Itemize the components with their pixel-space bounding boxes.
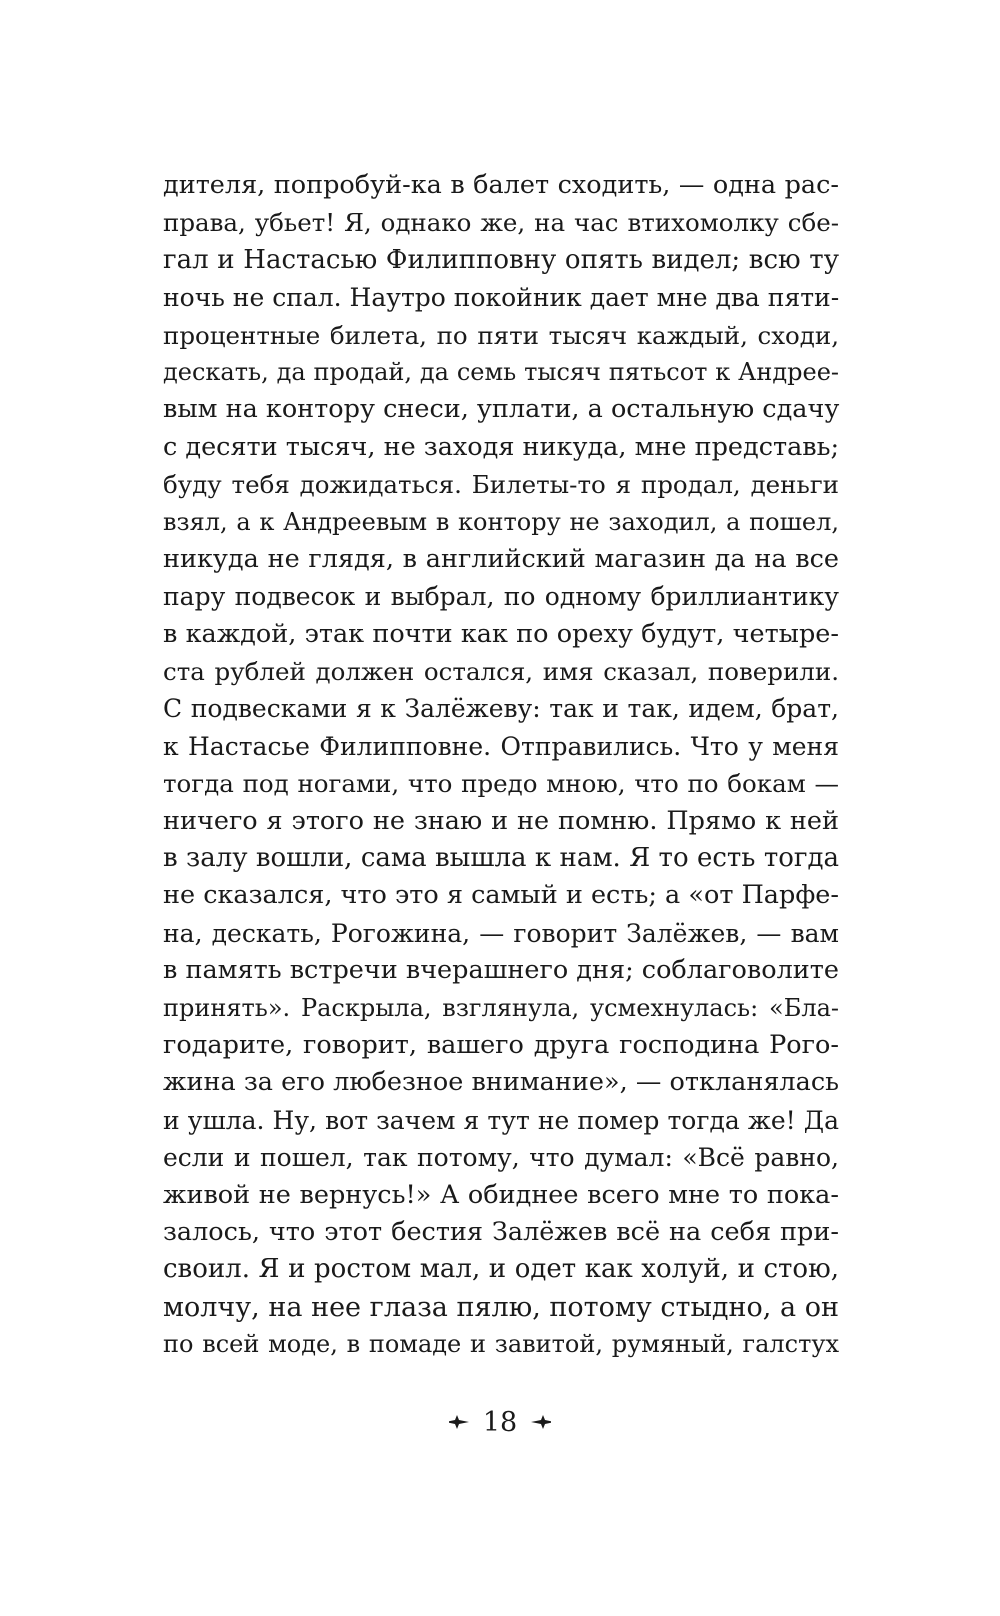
- page-footer: [0, 1400, 1000, 1444]
- text-line: пару подвесок и выбрал, по одному бриллиантику: [163, 582, 839, 612]
- text-line: принять». Раскрыла, взглянула, усмехнулась: «Бла-: [163, 993, 839, 1022]
- text-line: годарите, говорит, вашего друга господина Рого-: [163, 1029, 839, 1060]
- text-line: и ушла. Ну, вот зачем я тут не помер тогда же! Да: [163, 1105, 839, 1135]
- text-line: своил. Я и ростом мал, и одет как холуй, и стою,: [163, 1254, 839, 1285]
- text-line: на, дескать, Рогожина, — говорит Залёжев, — вам: [163, 918, 839, 948]
- text-line: ничего я этого не знаю и не помню. Прямо к ней: [163, 805, 839, 836]
- text-line: ста рублей должен остался, имя сказал, поверили.: [163, 657, 839, 687]
- text-line: ночь не спал. Наутро покойник дает мне два пяти-: [163, 283, 840, 313]
- text-line: жина за его любезное внимание», — откланялась: [163, 1067, 839, 1098]
- text-line: по всей моде, в помаде и завитой, румяный, галстух: [163, 1330, 839, 1359]
- text-line: с десяти тысяч, не заходя никуда, мне представь;: [163, 431, 840, 462]
- four-point-star-icon: [527, 1415, 551, 1429]
- body-text: [163, 167, 839, 1364]
- text-line: в память встречи вчерашнего дня; соблаговолите: [163, 955, 839, 986]
- four-point-star-icon: [449, 1415, 473, 1429]
- text-line: процентные билета, по пяти тысяч каждый, сходи,: [163, 320, 839, 350]
- text-line: дескать, да продай, да семь тысяч пятьсот к Андрее-: [163, 357, 839, 386]
- text-line: права, убьет! Я, однако же, на час втихомолку сбе-: [163, 208, 839, 238]
- text-line: вым на контору снеси, уплати, а остальную сдачу: [163, 394, 840, 425]
- text-line: в каждой, этак почти как по ореху будут, четыре-: [163, 618, 839, 649]
- text-line: если и пошел, так потому, что думал: «Всё равно,: [163, 1143, 839, 1173]
- text-line: залось, что этот бестия Залёжев всё на себя при-: [163, 1216, 839, 1247]
- text-line: молчу, на нее глаза пялю, потому стыдно, а он: [163, 1291, 839, 1323]
- text-line: к Настасье Филипповне. Отправились. Что у меня: [163, 731, 839, 761]
- text-line: буду тебя дожидаться. Билеты-то я продал, деньги: [163, 470, 839, 500]
- text-line: дителя, попробуй-ка в балет сходить, — одна рас-: [163, 170, 839, 200]
- page-number: 18: [482, 1406, 518, 1438]
- text-line: не сказался, что это я самый и есть; а «от Парфе-: [163, 880, 839, 911]
- text-line: живой не вернусь!» А обиднее всего мне то пока-: [163, 1179, 839, 1210]
- text-line: в залу вошли, сама вышла к нам. Я то есть тогда: [163, 843, 839, 874]
- text-line: С подвесками я к Залёжеву: так и так, идем, брат,: [163, 694, 839, 724]
- text-line: гал и Настасью Филипповну опять видел; всю ту: [163, 244, 839, 275]
- text-line: взял, а к Андреевым в контору не заходил, а пошел,: [163, 507, 839, 536]
- text-line: тогда под ногами, что предо мною, что по бокам —: [163, 769, 839, 799]
- text-line: никуда не глядя, в английский магазин да на все: [163, 543, 839, 574]
